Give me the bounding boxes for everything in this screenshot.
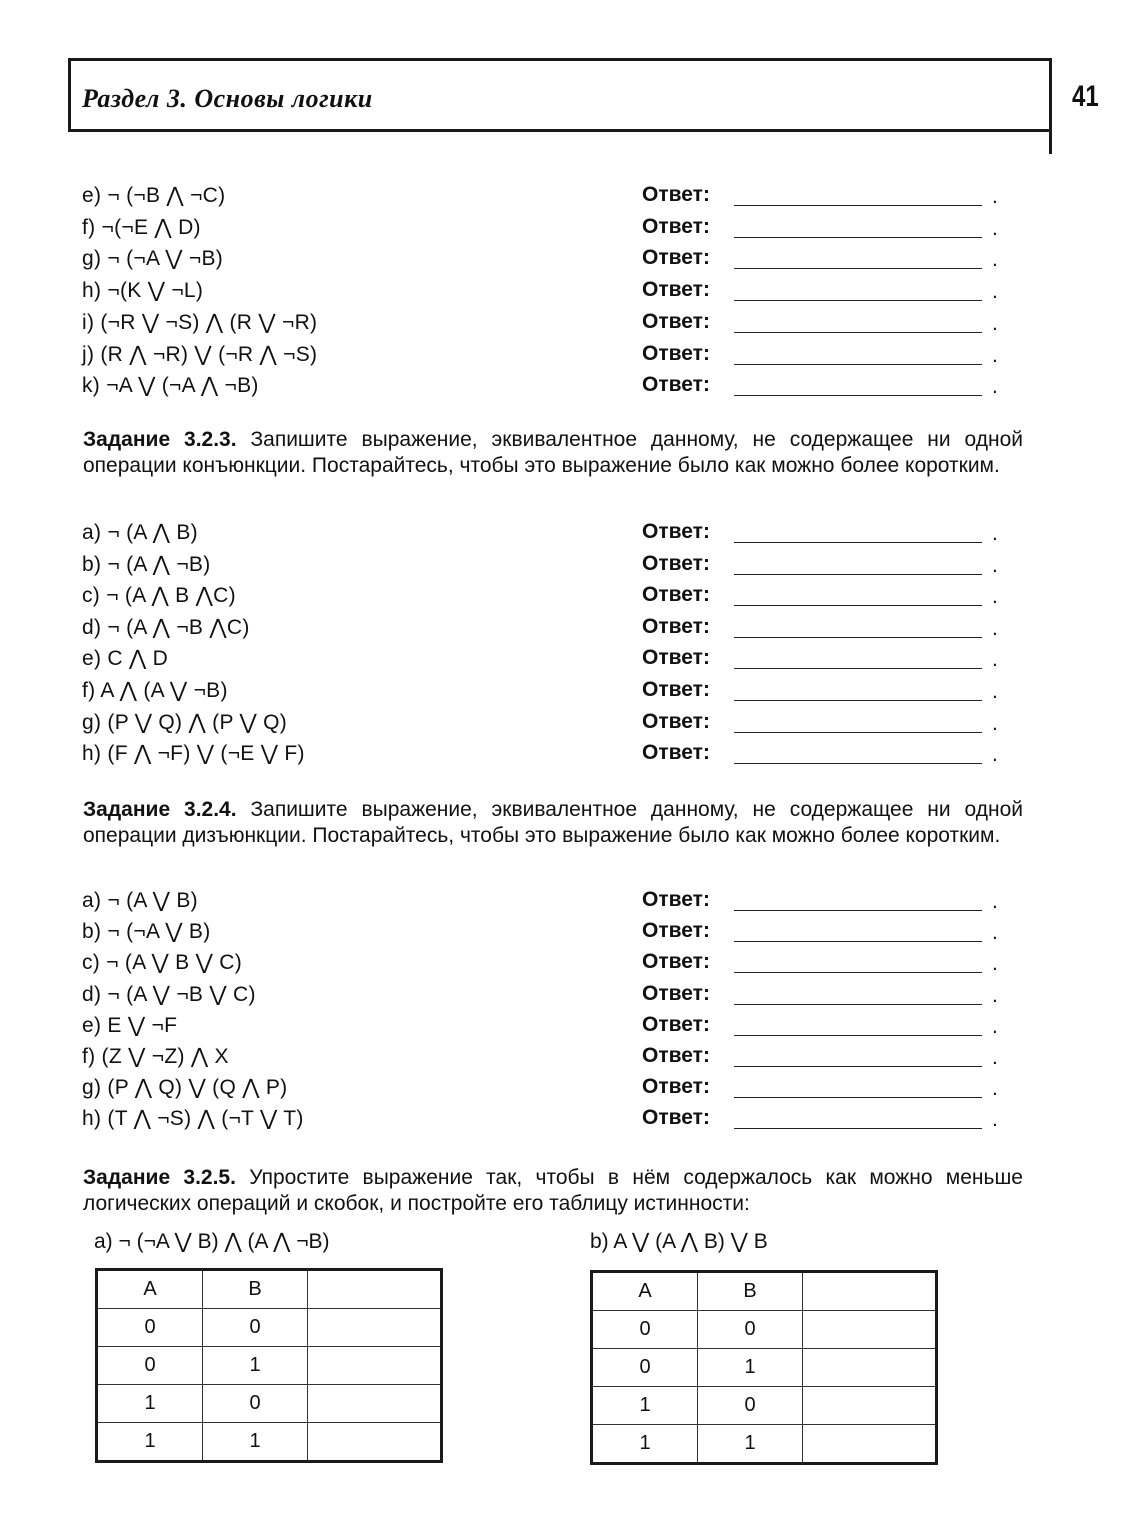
logic-expression: d) ¬ (A ⋀ ¬B ⋀C) bbox=[82, 615, 250, 639]
answer-period: . bbox=[992, 343, 998, 367]
result-cell[interactable] bbox=[803, 1311, 937, 1349]
answer-label: Ответ: bbox=[642, 888, 710, 911]
logic-expression: g) ¬ (¬A ⋁ ¬B) bbox=[82, 247, 224, 271]
logic-expression: h) (F ⋀ ¬F) ⋁ (¬E ⋁ F) bbox=[82, 742, 305, 766]
logic-expression: c) ¬ (A ⋁ B ⋁ C) bbox=[82, 951, 243, 975]
result-cell[interactable] bbox=[308, 1309, 442, 1347]
value-cell: 1 bbox=[592, 1387, 698, 1425]
answer-period: . bbox=[992, 522, 998, 545]
value-cell: 0 bbox=[592, 1349, 698, 1387]
answer-blank-line[interactable] bbox=[734, 1066, 982, 1067]
answer-period: . bbox=[992, 1046, 998, 1069]
value-cell: 0 bbox=[698, 1311, 803, 1349]
logic-expression: j) (R ⋀ ¬R) ⋁ (¬R ⋀ ¬S) bbox=[82, 342, 318, 366]
value-cell: 1 bbox=[203, 1423, 308, 1462]
table-header-row bbox=[592, 1272, 937, 1311]
answer-label: Ответ: bbox=[642, 678, 710, 701]
exercise-row bbox=[0, 1075, 1133, 1107]
answer-period: . bbox=[992, 311, 998, 335]
logic-expression: i) (¬R ⋁ ¬S) ⋀ (R ⋁ ¬R) bbox=[82, 310, 318, 334]
answer-blank-line[interactable] bbox=[734, 332, 982, 333]
table-row bbox=[592, 1311, 937, 1349]
section-title: Раздел 3. Основы логики bbox=[82, 84, 373, 113]
answer-label: Ответ: bbox=[642, 341, 710, 365]
answer-blank-line[interactable] bbox=[734, 542, 982, 543]
answer-blank-line[interactable] bbox=[734, 1004, 982, 1005]
task-3-2-5-statement bbox=[83, 1165, 1023, 1217]
exercise-row bbox=[0, 183, 1133, 215]
value-cell: 0 bbox=[97, 1347, 203, 1385]
result-cell[interactable] bbox=[803, 1272, 937, 1311]
answer-period: . bbox=[992, 921, 998, 945]
task-3-2-5-part-b-label: b) A ⋁ (A ⋀ B) ⋁ B bbox=[590, 1230, 768, 1253]
exercise-row bbox=[0, 888, 1133, 920]
exercise-row bbox=[0, 520, 1133, 552]
exercise-row bbox=[0, 710, 1133, 742]
answer-label: Ответ: bbox=[642, 278, 710, 302]
answer-label: Ответ: bbox=[642, 183, 710, 206]
answer-period: . bbox=[992, 680, 998, 703]
value-cell: 0 bbox=[203, 1385, 308, 1423]
answer-label: Ответ: bbox=[642, 919, 710, 943]
answer-label: Ответ: bbox=[642, 1044, 710, 1067]
truth-table-a bbox=[95, 1268, 443, 1463]
answer-period: . bbox=[992, 648, 998, 672]
task-title: Задание 3.2.4. bbox=[83, 798, 237, 821]
answer-label: Ответ: bbox=[642, 214, 710, 238]
exercise-row bbox=[0, 215, 1133, 247]
table-row bbox=[97, 1423, 442, 1462]
value-cell: 1 bbox=[698, 1349, 803, 1387]
answer-label: Ответ: bbox=[642, 950, 710, 974]
logic-expression: f) ¬(¬E ⋀ D) bbox=[82, 215, 201, 239]
answer-blank-line[interactable] bbox=[734, 1128, 982, 1129]
task-text: Упростите выражение так, чтобы в нём содержалось как можно меньше логических операций и скобок, и постройте его таблицу истинности: bbox=[83, 1166, 1023, 1215]
answer-label: Ответ: bbox=[642, 981, 710, 1005]
logic-expression: g) (P ⋁ Q) ⋀ (P ⋁ Q) bbox=[82, 710, 288, 734]
answer-blank-line[interactable] bbox=[734, 910, 982, 911]
answer-blank-line[interactable] bbox=[734, 237, 982, 238]
exercise-row bbox=[0, 583, 1133, 615]
result-cell[interactable] bbox=[803, 1349, 937, 1387]
result-cell[interactable] bbox=[308, 1385, 442, 1423]
page-number: 41 bbox=[1072, 80, 1099, 113]
task-text: Запишите выражение, эквивалентное данному, не содержащее ни одной операции дизъюнкции. Постарайтесь, чтобы это выражение было как можно более коротким. bbox=[83, 798, 1023, 847]
result-cell[interactable] bbox=[308, 1270, 442, 1309]
exercise-row bbox=[0, 919, 1133, 951]
table-row bbox=[592, 1387, 937, 1425]
table-row bbox=[97, 1385, 442, 1423]
value-cell: 0 bbox=[592, 1311, 698, 1349]
answer-blank-line[interactable] bbox=[734, 700, 982, 701]
logic-expression: e) C ⋀ D bbox=[82, 647, 169, 671]
header-cell: B bbox=[698, 1272, 803, 1311]
answer-period: . bbox=[992, 890, 998, 913]
answer-label: Ответ: bbox=[642, 309, 710, 333]
answer-blank-line[interactable] bbox=[734, 732, 982, 733]
logic-expression: a) ¬ (A ⋁ B) bbox=[82, 889, 198, 912]
exercise-row bbox=[0, 552, 1133, 584]
answer-label: Ответ: bbox=[642, 1012, 710, 1036]
task-title: Задание 3.2.5. bbox=[83, 1166, 236, 1189]
answer-blank-line[interactable] bbox=[734, 941, 982, 942]
answer-period: . bbox=[992, 616, 998, 640]
logic-expression: b) ¬ (A ⋀ ¬B) bbox=[82, 552, 211, 576]
value-cell: 0 bbox=[203, 1309, 308, 1347]
answer-period: . bbox=[992, 585, 998, 609]
logic-expression: g) (P ⋀ Q) ⋁ (Q ⋀ P) bbox=[82, 1076, 288, 1100]
exercise-row bbox=[0, 678, 1133, 710]
table-header-row bbox=[97, 1270, 442, 1309]
exercise-row bbox=[0, 310, 1133, 342]
truth-table-b bbox=[590, 1270, 938, 1465]
result-cell[interactable] bbox=[308, 1347, 442, 1385]
answer-blank-line[interactable] bbox=[734, 972, 982, 973]
answer-label: Ответ: bbox=[642, 741, 710, 765]
logic-expression: h) ¬(K ⋁ ¬L) bbox=[82, 279, 204, 303]
task-3-2-4-statement bbox=[83, 797, 1023, 849]
logic-expression: h) (T ⋀ ¬S) ⋀ (¬T ⋁ T) bbox=[82, 1107, 304, 1131]
answer-blank-line[interactable] bbox=[734, 668, 982, 669]
answer-period: . bbox=[992, 248, 998, 272]
value-cell: 1 bbox=[698, 1425, 803, 1464]
exercise-row bbox=[0, 615, 1133, 647]
value-cell: 1 bbox=[97, 1385, 203, 1423]
answer-period: . bbox=[992, 1014, 998, 1038]
exercise-row bbox=[0, 1044, 1133, 1076]
exercise-row bbox=[0, 646, 1133, 678]
result-cell[interactable] bbox=[803, 1387, 937, 1425]
logic-expression: b) ¬ (¬A ⋁ B) bbox=[82, 920, 211, 944]
answer-blank-line[interactable] bbox=[734, 574, 982, 575]
answer-label: Ответ: bbox=[642, 1106, 710, 1130]
header-cell: A bbox=[592, 1272, 698, 1311]
task-3-2-3-statement bbox=[83, 427, 1023, 479]
answer-period: . bbox=[992, 216, 998, 240]
answer-label: Ответ: bbox=[642, 583, 710, 607]
answer-blank-line[interactable] bbox=[734, 605, 982, 606]
answer-period: . bbox=[992, 711, 998, 735]
answer-blank-line[interactable] bbox=[734, 1035, 982, 1036]
task-title: Задание 3.2.3. bbox=[83, 428, 237, 451]
answer-blank-line[interactable] bbox=[734, 1097, 982, 1098]
table-row bbox=[97, 1309, 442, 1347]
header-cell: A bbox=[97, 1270, 203, 1309]
table-row bbox=[592, 1425, 937, 1464]
answer-period: . bbox=[992, 185, 998, 208]
result-cell[interactable] bbox=[803, 1425, 937, 1464]
answer-period: . bbox=[992, 375, 998, 399]
answer-blank-line[interactable] bbox=[734, 205, 982, 206]
answer-label: Ответ: bbox=[642, 551, 710, 575]
logic-expression: a) ¬ (A ⋀ B) bbox=[82, 521, 198, 544]
table-row bbox=[592, 1349, 937, 1387]
exercise-row bbox=[0, 373, 1133, 405]
answer-label: Ответ: bbox=[642, 646, 710, 670]
logic-expression: f) (Z ⋁ ¬Z) ⋀ X bbox=[82, 1045, 229, 1068]
answer-label: Ответ: bbox=[642, 520, 710, 543]
exercise-row bbox=[0, 1106, 1133, 1138]
answer-period: . bbox=[992, 553, 998, 577]
logic-expression: c) ¬ (A ⋀ B ⋀C) bbox=[82, 584, 236, 608]
answer-label: Ответ: bbox=[642, 614, 710, 638]
answer-label: Ответ: bbox=[642, 709, 710, 733]
answer-blank-line[interactable] bbox=[734, 300, 982, 301]
answer-blank-line[interactable] bbox=[734, 637, 982, 638]
exercise-row bbox=[0, 278, 1133, 310]
task-3-2-5-part-a-label: a) ¬ (¬A ⋁ B) ⋀ (A ⋀ ¬B) bbox=[94, 1230, 330, 1253]
value-cell: 0 bbox=[97, 1309, 203, 1347]
answer-blank-line[interactable] bbox=[734, 395, 982, 396]
answer-period: . bbox=[992, 1108, 998, 1132]
exercise-row bbox=[0, 342, 1133, 374]
logic-expression: d) ¬ (A ⋁ ¬B ⋁ C) bbox=[82, 982, 256, 1006]
table-row bbox=[97, 1347, 442, 1385]
answer-label: Ответ: bbox=[642, 373, 710, 397]
logic-expression: e) ¬ (¬B ⋀ ¬C) bbox=[82, 184, 226, 207]
answer-period: . bbox=[992, 743, 998, 767]
value-cell: 1 bbox=[97, 1423, 203, 1462]
value-cell: 1 bbox=[592, 1425, 698, 1464]
answer-period: . bbox=[992, 1077, 998, 1101]
exercise-row bbox=[0, 950, 1133, 982]
answer-period: . bbox=[992, 983, 998, 1007]
logic-expression: e) E ⋁ ¬F bbox=[82, 1013, 178, 1037]
header-frame-tail bbox=[1049, 130, 1052, 154]
value-cell: 0 bbox=[698, 1387, 803, 1425]
exercise-row bbox=[0, 1013, 1133, 1045]
exercise-row bbox=[0, 246, 1133, 278]
answer-blank-line[interactable] bbox=[734, 763, 982, 764]
answer-label: Ответ: bbox=[642, 246, 710, 270]
answer-label: Ответ: bbox=[642, 1075, 710, 1099]
exercise-row bbox=[0, 982, 1133, 1014]
answer-period: . bbox=[992, 952, 998, 976]
result-cell[interactable] bbox=[308, 1423, 442, 1462]
logic-expression: f) A ⋀ (A ⋁ ¬B) bbox=[82, 679, 228, 702]
answer-period: . bbox=[992, 280, 998, 304]
answer-blank-line[interactable] bbox=[734, 364, 982, 365]
value-cell: 1 bbox=[203, 1347, 308, 1385]
logic-expression: k) ¬A ⋁ (¬A ⋀ ¬B) bbox=[82, 374, 259, 398]
task-text: Запишите выражение, эквивалентное данному, не содержащее ни одной операции конъюнкции. Постарайтесь, чтобы это выражение было как можно более коротким. bbox=[83, 428, 1023, 477]
answer-blank-line[interactable] bbox=[734, 268, 982, 269]
header-cell: B bbox=[203, 1270, 308, 1309]
exercise-row bbox=[0, 741, 1133, 773]
